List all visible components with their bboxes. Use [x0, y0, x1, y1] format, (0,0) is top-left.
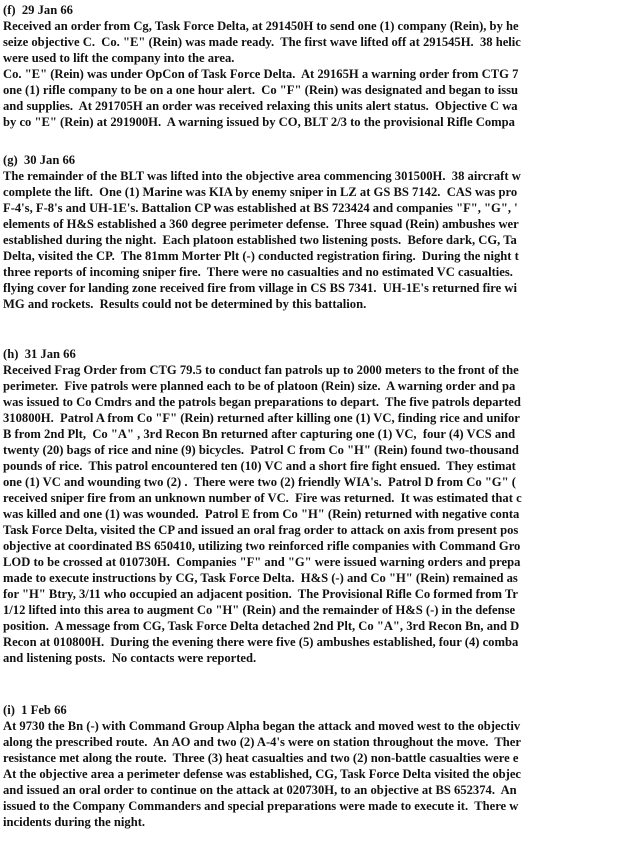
text-line: objective at coordinated BS 650410, utilizing two reinforced rifle companies with Command Gro [3, 539, 521, 553]
text-line: elements of H&S established a 360 degree perimeter defense. Three squad (Rein) ambushes wer [3, 217, 519, 231]
text-line: and issued an oral order to continue on the attack at 020730H, to an objective at BS 652374. An [3, 783, 517, 797]
text-line: pounds of rice. This patrol encountered ten (10) VC and a short fire fight ensued. They estimat [3, 459, 516, 473]
text-line: Co. "E" (Rein) was under OpCon of Task Force Delta. At 29165H a warning order from CTG 7 [3, 67, 519, 81]
text-line: one (1) rifle company to be on a one hour alert. Co "F" (Rein) was designated and began to issu [3, 83, 519, 97]
text-line: 310800H. Patrol A from Co "F" (Rein) returned after killing one (1) VC, finding rice and unifor [3, 411, 520, 425]
text-line: and listening posts. No contacts were reported. [3, 651, 257, 665]
text-line: Received an order from Cg, Task Force Delta, at 291450H to send one (1) company (Rein), by he [3, 19, 519, 33]
text-line: Received Frag Order from CTG 79.5 to conduct fan patrols up to 2000 meters to the front of the [3, 363, 519, 377]
text-line: LOD to be crossed at 010730H. Companies "F" and "G" were issued warning orders and prepa [3, 555, 521, 569]
section-f [3, 2, 640, 130]
text-line: 1/12 lifted into this area to augment Co "H" (Rein) and the remainder of H&S (-) in the defense [3, 603, 516, 617]
text-line: was killed and one (1) was wounded. Patrol E from Co "H" (Rein) returned with negative conta [3, 507, 520, 521]
text-line: Delta, visited the CP. The 81mm Morter Plt (-) conducted registration firing. During the night t [3, 249, 519, 263]
text-line: complete the lift. One (1) Marine was KIA by enemy sniper in LZ at GS BS 7142. CAS was pro [3, 185, 518, 199]
text-line: for "H" Btry, 3/11 who occupied an adjacent position. The Provisional Rifle Co formed from Tr [3, 587, 518, 601]
text-line: flying cover for landing zone received fire from village in CS BS 7341. UH-1E's returned fire wi [3, 281, 517, 295]
text-line: three reports of incoming sniper fire. There were no casualties and no estimated VC casualties. [3, 265, 513, 279]
text-line: Task Force Delta, visited the CP and issued an oral frag order to attack on axis from present pos [3, 523, 519, 537]
section-h [3, 346, 640, 666]
text-line: At 9730 the Bn (-) with Command Group Alpha began the attack and moved west to the objectiv [3, 719, 521, 733]
text-line: F-4's, F-8's and UH-1E's. Battalion CP was established at BS 723424 and companies "F", "G", ' [3, 201, 518, 215]
section-heading: (h) 31 Jan 66 [3, 347, 76, 361]
text-line: by co "E" (Rein) at 291900H. A warning issued by CO, BLT 2/3 to the provisional Rifle Compa [3, 115, 515, 129]
text-line: resistance met along the route. Three (3) heat casualties and two (2) non-battle casualties were e [3, 751, 519, 765]
text-line: made to execute instructions by CG, Task Force Delta. H&S (-) and Co "H" (Rein) remained as [3, 571, 518, 585]
text-line: received sniper fire from an unknown number of VC. Fire was returned. It was estimated that c [3, 491, 522, 505]
text-line: issued to the Company Commanders and special preparations were made to execute it. There w [3, 799, 519, 813]
section-heading: (g) 30 Jan 66 [3, 153, 76, 167]
text-line: At the objective area a perimeter defense was established, CG, Task Force Delta visited the objec [3, 767, 522, 781]
document-page [3, 0, 640, 850]
text-line: twenty (20) bags of rice and nine (9) bicycles. Patrol C from Co "H" (Rein) found two-thousand [3, 443, 519, 457]
text-line: were used to lift the company into the area. [3, 51, 235, 65]
text-line: position. A message from CG, Task Force Delta detached 2nd Plt, Co "A", 3rd Recon Bn, and D [3, 619, 520, 633]
section-g [3, 152, 640, 312]
text-line: The remainder of the BLT was lifted into the objective area commencing 301500H. 38 aircraft w [3, 169, 521, 183]
text-line: incidents during the night. [3, 815, 146, 829]
text-line: seize objective C. Co. "E" (Rein) was made ready. The first wave lifted off at 291545H. 38 helic [3, 35, 521, 49]
text-line: one (1) VC and wounding two (2) . There were two (2) friendly WIA's. Patrol D from Co "G" ( [3, 475, 516, 489]
text-line: established during the night. Each platoon established two listening posts. Before dark, CG, Ta [3, 233, 517, 247]
text-line: along the prescribed route. An AO and two (2) A-4's were on station throughout the move. Ther [3, 735, 521, 749]
text-line: and supplies. At 291705H an order was received relaxing this units alert status. Objective C wa [3, 99, 518, 113]
section-heading: (f) 29 Jan 66 [3, 3, 73, 17]
text-line: was issued to Co Cmdrs and the patrols began preparations to depart. The five patrols departed [3, 395, 521, 409]
text-line: B from 2nd Plt, Co "A" , 3rd Recon Bn returned after capturing one (1) VC, four (4) VCS and [3, 427, 516, 441]
text-line: Recon at 010800H. During the evening there were five (5) ambushes established, four (4) comba [3, 635, 519, 649]
section-heading: (i) 1 Feb 66 [3, 703, 67, 717]
text-line: MG and rockets. Results could not be determined by this battalion. [3, 297, 367, 311]
section-i [3, 702, 640, 830]
text-line: perimeter. Five patrols were planned each to be of platoon (Rein) size. A warning order and pa [3, 379, 516, 393]
